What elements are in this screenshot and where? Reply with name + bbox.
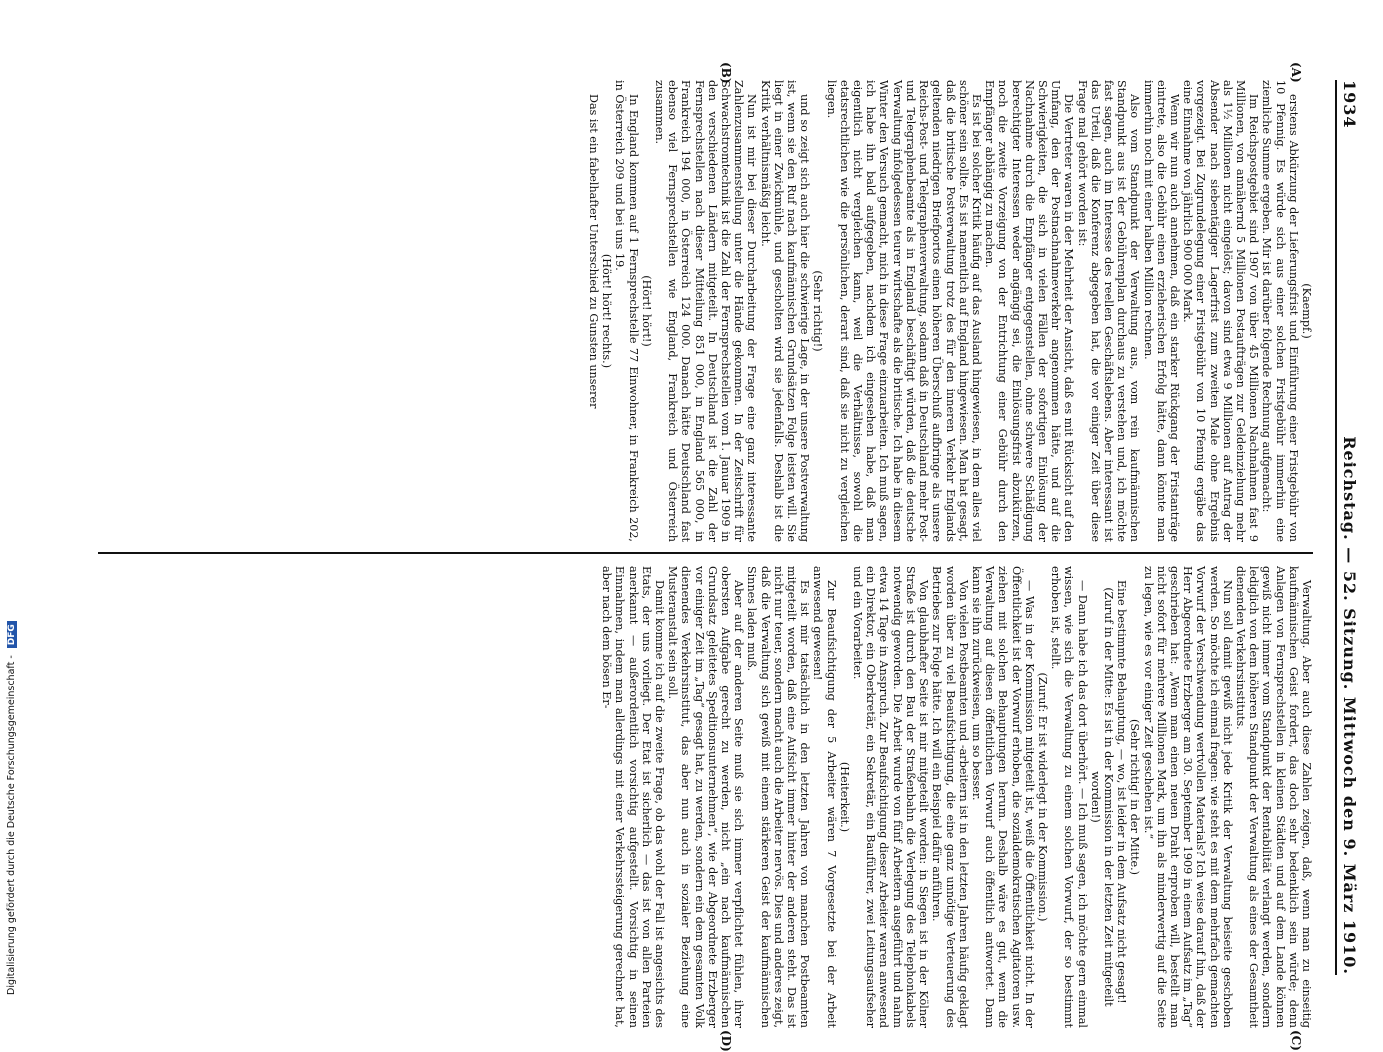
margin-marker-c: (C) [1289,1030,1303,1051]
paragraph: Von vielen Postbeamten und -arbeitern ist in den letzten Jahren häufig geklagt worden über zu viel Beaufsichtigung, die eine ganz unnötige Verteuerung des Betriebes zur Folge hätte. Ich will ein Beispiel dafür anführen. [930,566,970,1028]
paragraph: — Was in der Kommission mitgeteilt ist, weiß die Öffentlichkeit nicht. In der Öffentlichkeit ist der Vorwurf erhoben, die sozialdemokratischen Agitatoren usw. ziehen mit solchen Behauptungen herum. Deshalb wäre es gut, wenn die Verwaltung auf diesen öffentlichen Vorwurf auch öffentlich antwortet. Dann kann sie ihn zurückweisen, um so besser. [969,566,1036,1028]
column-divider [98,552,1313,554]
paragraph: Aber auf der anderen Seite muß sie sich immer verpflichtet fühlen, ihrer obersten Aufgabe gerecht zu werden, nicht „ein nach kaufmännischen Grundsatz geleitetes Speditionsunternehmen“, wie der Abgeordnete Erzberger vor einiger Zeit im „Tag“ gesagt hat, zu werden, sondern ein dem gesamten Volk dienendes Verkehrsinstitut, das aber nun auch in sozialer Beziehung eine Musteranstalt sein soll. [666,566,746,1028]
paragraph: Also vom Standpunkt der Verwaltung aus, vom rein kaufmännischen Standpunkt aus ist der Gebührenplan durchaus zu verstehen und, ich möchte fast sagen, auch im Interesse des reellen Geschäftslebens. Aber interessant ist das Urteil, daß die Konferenz abgegeben hat, die vor einiger Zeit über diese Frage mal gehört worden ist: [1075,80,1142,542]
paragraph: Nun ist mir bei dieser Durcharbeitung der Frage eine ganz interessante Zahlenzusammenstellung unter die Hände gekommen. In der Zeitschrift für Schwachstromtechnik ist die Zahl der Fernsprechstellen vom 1. Januar 1909 in den verschiedenen Ländern mitgeteilt. In Deutschland ist die Zahl der Fernsprechstellen nach dieser Mitteilung 851 000, in England 565 000, in Frankreich 194 000, in Österreich 124 000. Danach hätte Deutschland fast ebenso viel Fernsprechstellen wie England, Frankreich und Österreich zusammen. [653,80,759,542]
right-column [103,566,1313,1028]
paragraph: Im Reichspostgebiet sind 1907 von über 45 Millionen Nachnahmen fast 9 Millionen, von annähernd 5 Millionen Postaufträgen zur Geldeinziehung mehr als 1½ Millionen nicht eingelöst; davon sind etwa 9 Millionen auf Antrag der Absender nach siebentägiger Lagerfrist zum zweiten Male ohne Ergebnis vorgezeigt. Bei Zugrundelegung einer Fristgebühr von 10 Pfennig ergäbe das eine Einnahme von jährlich 900 000 Mark. [1181,80,1261,542]
speaker-name: (Kaempf.) [1300,283,1313,339]
interjection: (Zuruf in der Mitte: Es ist in der Kommission in der letzten Zeit mitgeteilt worden!) [1088,587,1115,1007]
paragraph: Zur Beaufsichtigung der 5 Arbeiter wären 7 Vorgesetzte bei der Arbeit anwesend gewesen! [811,566,838,1028]
interjection: (Sehr richtig! in der Mitte.) [1128,718,1142,876]
paragraph: In England kommen auf 1 Fernsprechstelle 77 Einwohner, in Frankreich 202, in Österreich 209 und bei uns 19. [613,80,640,542]
left-column [103,80,1313,542]
paragraph: Das ist ein fabelhafter Unterschied zu Gunsten unserer [587,94,601,409]
interjection: (Heiterkeit.) [837,761,851,833]
paragraph: Wenn wir nun auch annehmen, daß ein starker Rückgang der Fristanträge eintrete, also die Gebühr einen erzieherischen Erfolg hätte, dann könnte man immerhin noch mit einer halben Million rechnen. [1141,80,1181,542]
margin-marker-b: (B) [719,62,733,84]
page-number: 1934 [1340,80,1360,129]
paragraph: Es ist mir tatsächlich in den letzten Jahren von manchen Postbeamten mitgeteilt worden, daß eine Aufsicht immer hinter der anderen steht. Das ist nicht nur teuer, sondern macht auch die Arbeiter nervös. Dies und anderes zeigt, daß die Verwaltung sich gewiß mit einem stärkeren Geist der kaufmännischen Sinnes laden muß. [745,566,812,1028]
page-title: Reichstag. — 52. Sitzung. Mittwoch den 9. März 1910. [1340,436,1360,975]
paragraph: Nun soll damit gewiß nicht jede Kritik der Verwaltung beiseite geschoben werden. So möchte ich einmal fragen: wie steht es mit dem mehrfach gemachten Vorwurf der Verschwendung wertvollen Materials? Ich weise darauf hin, daß der Herr Abgeordnete Erzberger am 30. September 1909 in einem Aufsatz im „Tag“ geschrieben hat: „Wenn man einen neuen Draht erproben will, bestellt man nicht sofort für mehrere Millionen Mark, um ihn als minderwertig auf die Seite zu legen, wie es vor einiger Zeit geschehen ist.“ [1141,566,1234,1029]
paragraph: Eine bestimmte Behauptung, — wo, ist leider in dem Aufsatz nicht gesagt! [1115,580,1129,1004]
interjection: (Hört! hört! rechts.) [600,253,614,369]
credit-text: Digitalisierung gefördert durch die Deutsche Forschungsgemeinschaft - [6,655,17,995]
paragraph: Die Vertreter waren in der Mehrheit der Ansicht, daß es mit Rücksicht auf den Umfang, den der Postnachnahmeverkehr angenommen hätte, und auf die Schwierigkeiten, die sich in vielen Fällen der sofortigen Einlösung der Nachnahme durch die Empfänger entgegenstellen, ohne schwere Schädigung berechtigter Interessen weder angängig sei, die Einlösungsfrist abzukürzen, noch die zweite Vorzeigung von der Entrichtung einer Gebühr durch den Empfänger abhängig zu machen. [983,80,1076,542]
digitization-credit [6,600,20,995]
paragraph: erstens Abkürzung der Lieferungsfrist und Einführung einer Fristgebühr von 10 Pfennig. Es würde sich aus einer solchen Fristgebühr immerhin eine ziemliche Summe ergeben. Mir ist darüber folgende Rechnung aufgemacht: [1260,80,1300,542]
interjection: (Zuruf: Er ist widerlegt in der Kommission.) [1035,672,1049,922]
paragraph: Verwaltung. Aber auch diese Zahlen zeigen, daß, wenn man zu einseitig kaufmännischen Geist fordert, das doch sehr bedenklich sein würde; denn Anlagen von Fernsprechstellen in kleinen Städten und auf dem Lande können gewiß nicht immer vom Standpunkt der Rentabilität verlangt werden, sondern lediglich von dem höheren Standpunkt der Verwaltung als eines der Gesamtheit dienenden Verkehrsinstituts. [1233,566,1313,1028]
paragraph: und so zeigt sich auch hier die schwierige Lage, in der unsere Postverwaltung ist, wenn sie den Ruf nach kaufmännischen Grundsätzen Folge leisten will. Sie liegt in einer Zwickmühle, und gescholten wird sie jedenfalls. Deshalb ist die Kritik verhältnismäßig leicht. [758,80,812,542]
paragraph: Es ist bei solcher Kritik häufig auf das Ausland hingewiesen, in dem alles viel schöner sein sollte. Es ist namentlich auf England hingewiesen. Man hat gesagt, daß die britische Postverwaltung trotz des für den inneren Verkehr Englands geltenden niedrigen Briefportos einen höheren Überschuß aufbringe als unsere Reichs-Post- und Telegraphenverwaltung, sodann daß in Deutschland mehr Post- und Telegraphenbeamte als in England beschäftigt würden, daß die deutsche Verwaltung infolgedessen teurer wirtschafte als die britische. Ich habe in diesem Winter den Versuch gemacht, mich in diese Frage einzuarbeiten. Ich muß sagen, ich habe ihn bald aufgegeben, nachdem ich eingesehen habe, daß man eigentlich nicht vergleichen kann, weil die Verhältnisse, sowohl die etatsrechtlichen wie die persönlichen, derart sind, daß sie nicht zu vergleichen liegen. [824,80,983,542]
paragraph: — Dann habe ich das dort überhört. — Ich muß sagen, ich möchte gern einmal wissen, wie sich die Verwaltung zu einem solchen Vorwurf, der so bestimmt erhoben ist, stellt. [1049,566,1089,1028]
interjection: (Hört! hört!) [639,275,653,347]
dfg-logo: DFG [7,621,17,648]
page-header [1335,80,1363,975]
margin-marker-a: (A) [1289,62,1303,83]
paragraph: Von glaubhafter Seite ist mir mitgeteilt worden: in Siegen ist in der Kölner Straße ist durch den Bau der Straßenbahn die Verlegung des Telephonkabels notwendig geworden. Die Arbeit wurde von fünf Arbeitern ausgeführt und nahm etwa 14 Tage in Anspruch. Zur Beaufsichtigung dieser Arbeiter waren anwesend ein Direktor, ein Oberkretär, ein Sekretär, ein Bauführer, zwei Leitungsaufseher und ein Vorarbeiter. [851,566,931,1028]
margin-marker-d: (D) [719,1030,733,1052]
interjection: (Sehr richtig!) [811,270,825,352]
paragraph: Damit komme ich auf die zweite Frage, ob das wohl der Fall ist angesichts des Etats, der uns vorliegt. Der Etat ist sicherlich — das ist von allen Parteien anerkannt — außerordentlich vorsichtig aufgestellt. Vorsichtig in seinen Einnahmen, indem man allerdings mit einer Verkehrssteigerung gerechnet hat, aber nach dem bösen Er- [600,566,667,1028]
